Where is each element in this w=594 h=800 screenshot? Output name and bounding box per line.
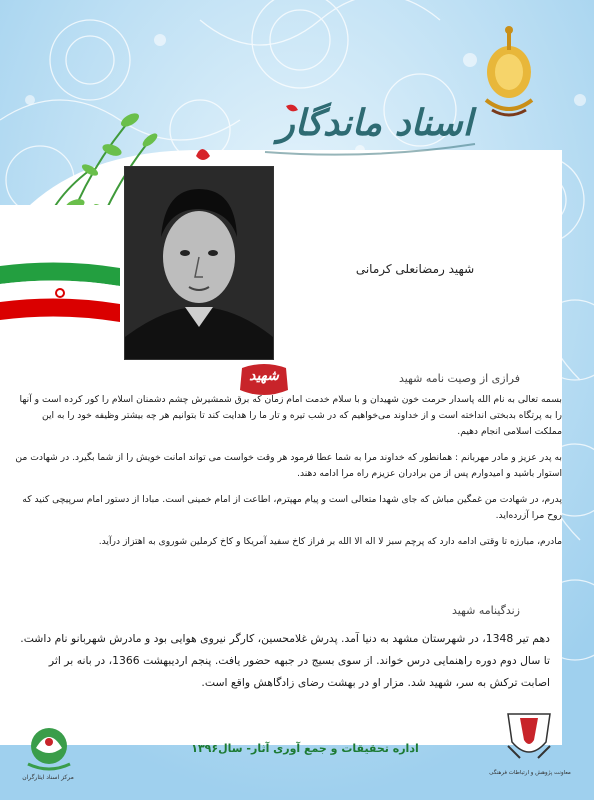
page-title: اسناد ماندگار: [277, 102, 473, 144]
martyr-name: شهید رمضانعلی کرمانی: [355, 262, 475, 276]
bio-paragraph: دهم تیر 1348، در شهرستان مشهد به دنیا آمد. پدرش غلامحسین، کارگر نیروی هوایی بود و مادرش شهربانو نام داشت. تا سال دوم دوره راهنمایی درس خواند. از سوی بسیج در جبهه حضور یافت. پنجم اردیبهشت 1366، در بانه بر اثر اصابت ترکش به سر، شهید شد. مزار او در بهشت رضای زادگاهش واقع است.: [20, 632, 550, 689]
martyr-portrait: [124, 166, 274, 360]
iran-flag-icon: [0, 262, 120, 324]
bio-text: [18, 628, 550, 694]
foundation-logo-icon: [498, 706, 560, 766]
footer-text: اداره تحقیقات و جمع آوری آثار- سال۱۳۹۶: [191, 742, 419, 755]
will-paragraph: مادرم، مبارزه تا وقتی ادامه دارد که پرچم سبز لا اله الا الله بر فراز کاخ سفید آمریکا و کاخ کرملین شوروی به اهتزاز درآید.: [98, 536, 562, 547]
will-text: [14, 392, 562, 560]
will-heading: فرازی از وصیت نامه شهید: [398, 372, 520, 385]
will-paragraph: پدرم، در شهادت من غمگین مباش که جای شهدا متعالی است و پیام مهپترم، اطاعت از امام خمینی است. مبادا از دستور امام سرپیچی کنید که روح مرا آزرده‌اید.: [22, 494, 562, 521]
right-logo-caption: معاونت پژوهش و ارتباطات فرهنگی: [489, 770, 571, 776]
bio-heading: زندگینامه شهید: [451, 604, 520, 617]
will-paragraph: بسمه تعالی به نام الله پاسدار حرمت خون شهیدان و با سلام خدمت امام زمان که برق شمشیرش چشم دشمنان اسلام را کور کرده است و آنها را به پرتگاه بدبختی انداخته است و از خداوند می‌خواهیم که در شب تیره و تار ما را هدایت کند تا بتوانیم هر چه بیشتر وظیفه خود را به این مملکت اسلامی انجام دهیم.: [19, 394, 562, 437]
left-logo-caption: مرکز اسناد ایثارگران: [22, 774, 74, 781]
shrine-dome-icon: [478, 22, 540, 122]
will-paragraph: به پدر عزیز و مادر مهربانم : همانطور که خداوند مرا به شما عطا فرمود هر وقت خواست می تواند امانت خویش را از شما بگیرد. در شهادت من استوار باشید و امیدوارم پس از من برادران عزیزم راه مرا ادامه دهند.: [15, 452, 562, 479]
martyr-badge-label: شهید: [249, 368, 279, 384]
